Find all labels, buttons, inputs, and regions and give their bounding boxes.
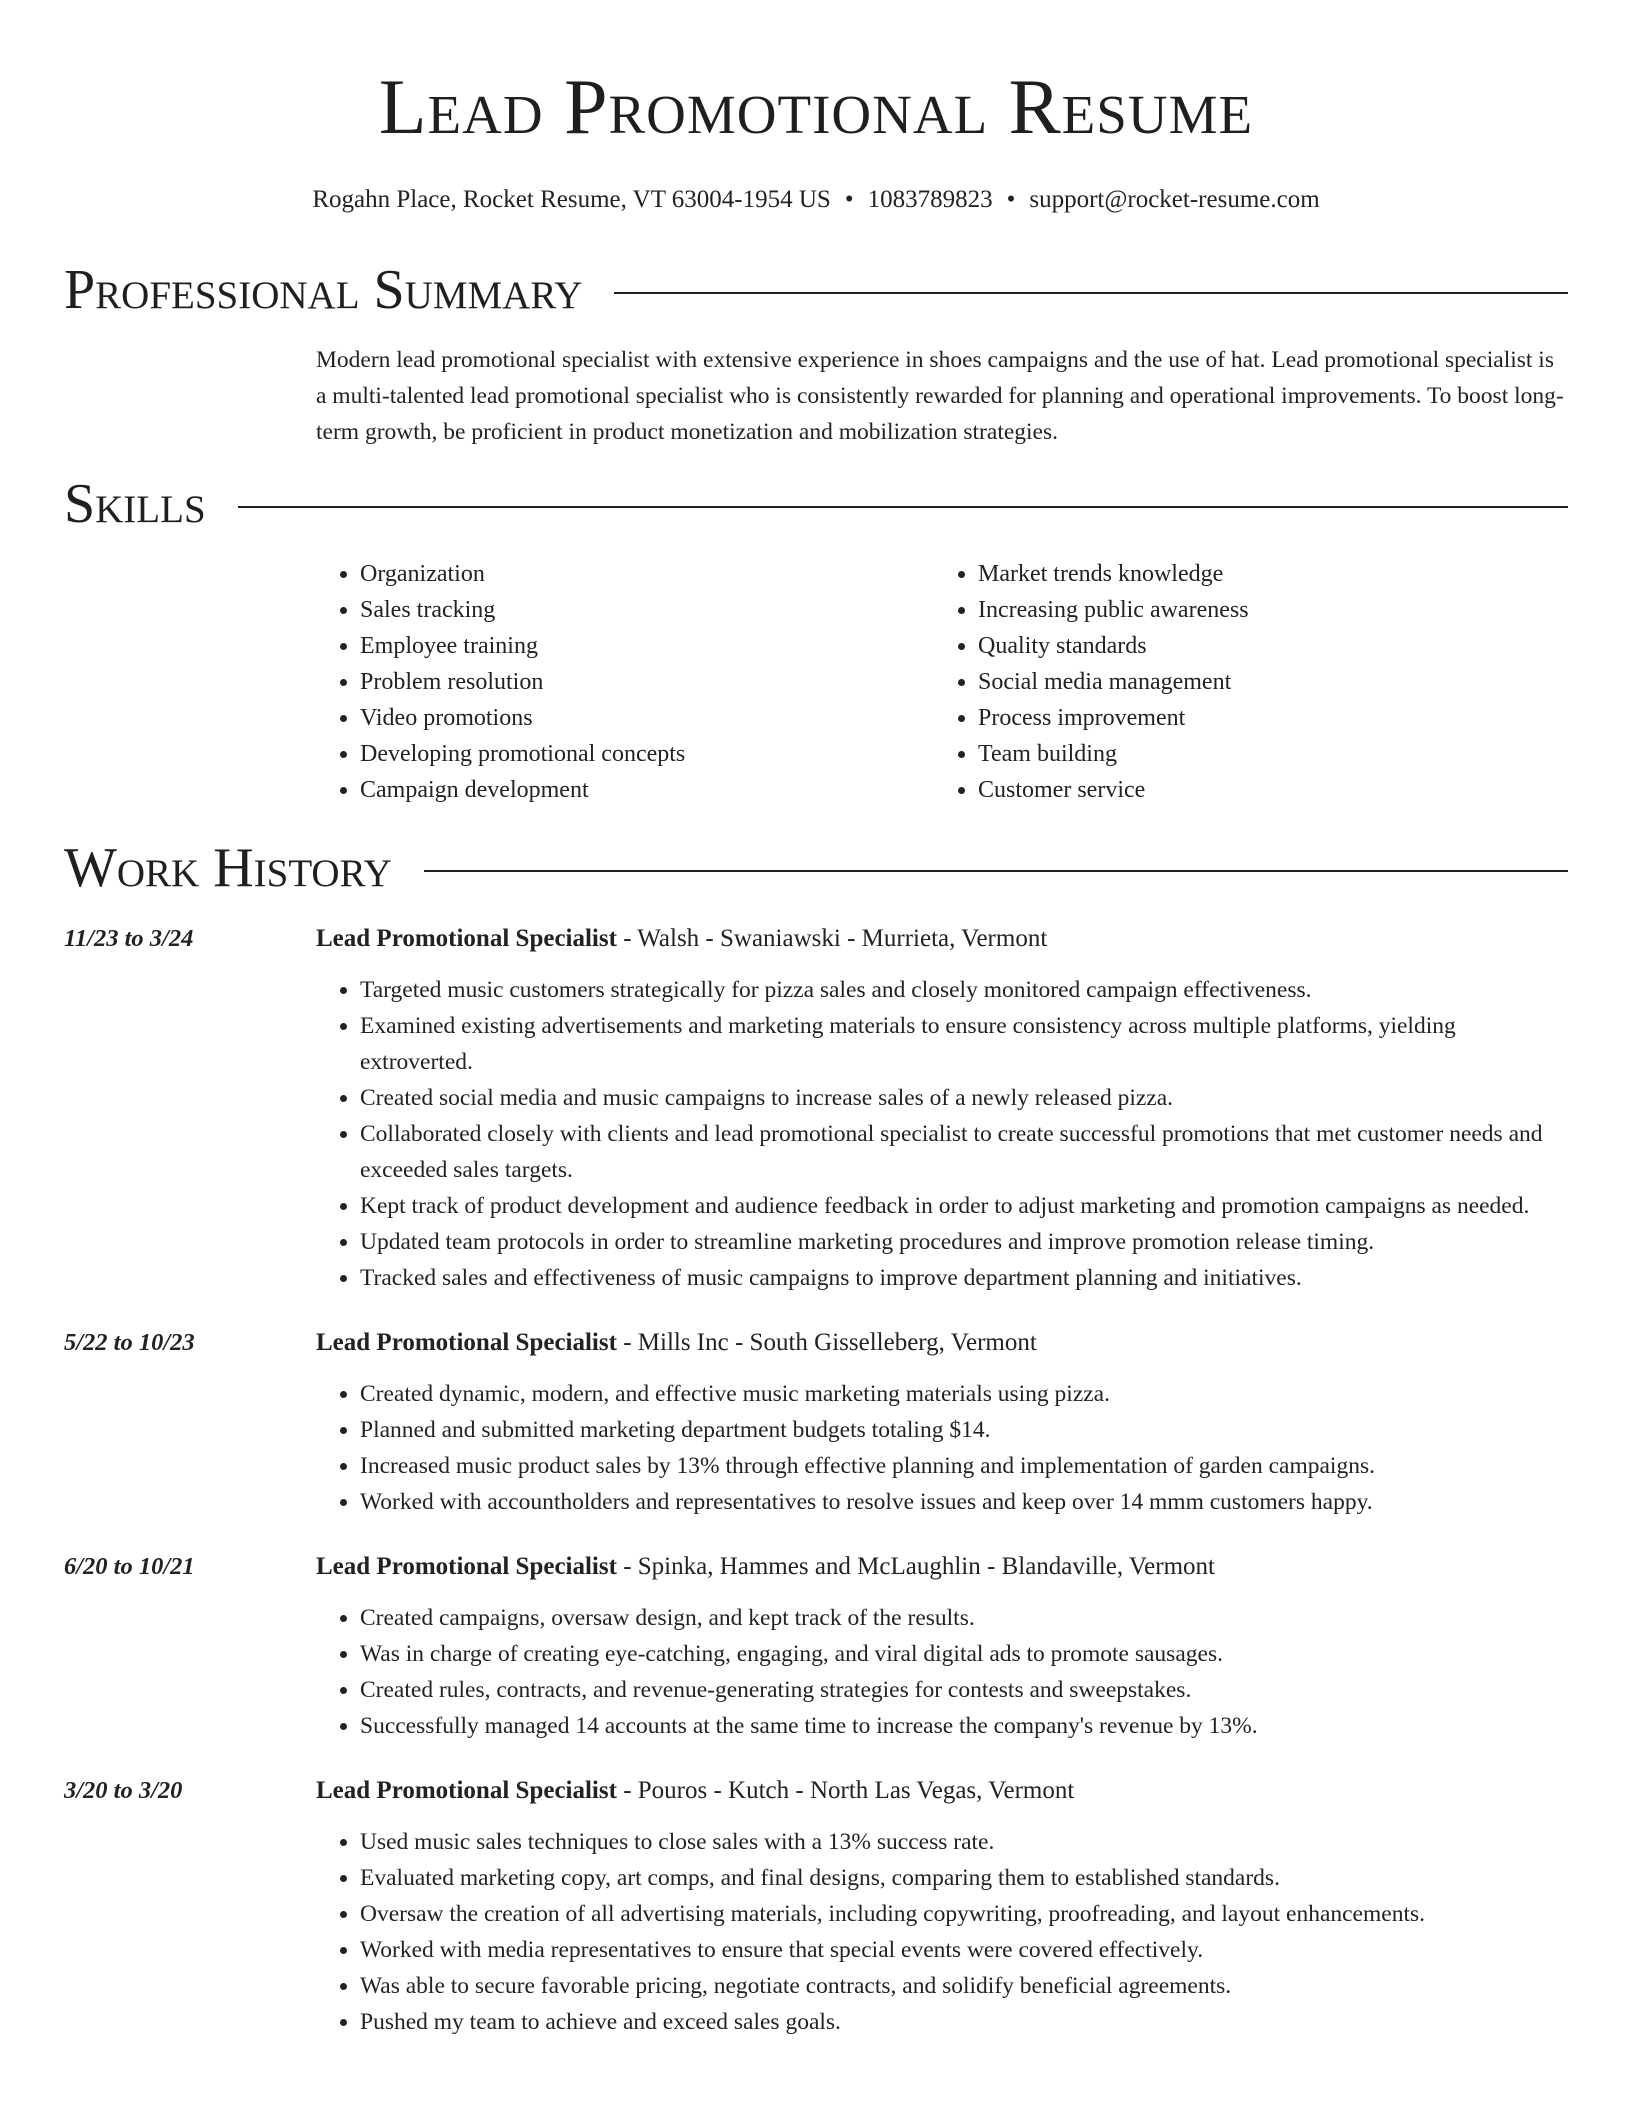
summary-heading: Professional Summary	[64, 259, 583, 321]
job-bullet: • Kept track of product development and audience feedback in order to adjust marketing and promotion campaigns as needed.	[360, 1188, 1568, 1224]
job-title-line	[316, 1324, 1568, 1362]
work-section-header	[64, 838, 1568, 898]
skills-heading: Skills	[64, 473, 206, 535]
job-bullet: • Was able to secure favorable pricing, negotiate contracts, and solidify beneficial agreements.	[360, 1968, 1568, 2004]
job-entry	[64, 1548, 1568, 1744]
skill-item: • Quality standards	[978, 628, 1552, 664]
job-bullets	[316, 1376, 1568, 1520]
job-entry	[64, 1324, 1568, 1520]
job-bullets	[316, 1600, 1568, 1744]
job-bullet: • Targeted music customers strategically for pizza sales and closely monitored campaign effectiveness.	[360, 972, 1568, 1008]
job-company-location: - Spinka, Hammes and McLaughlin - Blandaville, Vermont	[616, 1553, 1215, 1580]
job-body	[316, 920, 1568, 1296]
job-bullet: • Used music sales techniques to close sales with a 13% success rate.	[360, 1824, 1568, 1860]
job-bullets	[316, 972, 1568, 1296]
job-dates: 5/22 to 10/23	[64, 1329, 195, 1356]
work-history-list	[64, 920, 1568, 2040]
job-title-line	[316, 920, 1568, 958]
skills-column-right	[934, 556, 1552, 808]
summary-text: Modern lead promotional specialist with extensive experience in shoes campaigns and the use of hat. Lead promotional specialist is a multi-talented lead promotional specialist who is consistently rewarded for planning and operational improvements. To boost long-term growth, be proficient in product monetization and mobilization strategies.	[316, 347, 1564, 445]
skill-item: • Developing promotional concepts	[360, 736, 934, 772]
section-divider	[614, 292, 1568, 294]
job-role: Lead Promotional Specialist	[316, 1329, 617, 1356]
job-bullet: • Created social media and music campaigns to increase sales of a newly released pizza.	[360, 1080, 1568, 1116]
job-company-location: - Mills Inc - South Gisselleberg, Vermont	[616, 1329, 1037, 1356]
skill-item: • Campaign development	[360, 772, 934, 808]
job-bullet: • Updated team protocols in order to streamline marketing procedures and improve promotion release timing.	[360, 1224, 1568, 1260]
job-entry	[64, 1772, 1568, 2040]
job-dates: 6/20 to 10/21	[64, 1553, 195, 1580]
contact-phone: 1083789823	[867, 186, 993, 213]
skills-section-header	[64, 474, 1568, 534]
job-bullet: • Tracked sales and effectiveness of music campaigns to improve department planning and initiatives.	[360, 1260, 1568, 1296]
job-bullet: • Worked with accountholders and representatives to resolve issues and keep over 14 mmm customers happy.	[360, 1484, 1568, 1520]
job-dates: 11/23 to 3/24	[64, 925, 194, 952]
contact-address: Rogahn Place, Rocket Resume, VT 63004-1954 US	[312, 186, 831, 213]
skill-item: • Problem resolution	[360, 664, 934, 700]
job-bullet: • Evaluated marketing copy, art comps, and final designs, comparing them to established standards.	[360, 1860, 1568, 1896]
work-heading: Work History	[64, 837, 392, 899]
skill-item: • Process improvement	[978, 700, 1552, 736]
job-title-line	[316, 1772, 1568, 1810]
job-company-location: - Pouros - Kutch - North Las Vegas, Vermont	[616, 1777, 1075, 1804]
skill-item: • Employee training	[360, 628, 934, 664]
job-body	[316, 1548, 1568, 1744]
skill-item: • Video promotions	[360, 700, 934, 736]
job-body	[316, 1772, 1568, 2040]
job-bullet: • Planned and submitted marketing department budgets totaling $14.	[360, 1412, 1568, 1448]
job-title-line	[316, 1548, 1568, 1586]
job-bullet: • Created rules, contracts, and revenue-generating strategies for contests and sweepstakes.	[360, 1672, 1568, 1708]
skill-item: • Increasing public awareness	[978, 592, 1552, 628]
contact-email: support@rocket-resume.com	[1029, 186, 1320, 213]
job-bullet: • Created campaigns, oversaw design, and kept track of the results.	[360, 1600, 1568, 1636]
skill-item: • Organization	[360, 556, 934, 592]
job-company-location: - Walsh - Swaniawski - Murrieta, Vermont	[616, 925, 1048, 952]
job-dates: 3/20 to 3/20	[64, 1777, 183, 1804]
job-bullet: • Successfully managed 14 accounts at the same time to increase the company's revenue by 13%.	[360, 1708, 1568, 1744]
job-role: Lead Promotional Specialist	[316, 1777, 617, 1804]
section-divider	[238, 506, 1568, 508]
job-bullet: • Created dynamic, modern, and effective music marketing materials using pizza.	[360, 1376, 1568, 1412]
resume-title: Lead Promotional Resume	[378, 63, 1254, 150]
skill-item: • Social media management	[978, 664, 1552, 700]
contact-separator: •	[1006, 186, 1016, 213]
job-bullet: • Was in charge of creating eye-catching, engaging, and viral digital ads to promote sausages.	[360, 1636, 1568, 1672]
skill-item: • Sales tracking	[360, 592, 934, 628]
job-entry	[64, 920, 1568, 1296]
job-body	[316, 1324, 1568, 1520]
skill-item: • Customer service	[978, 772, 1552, 808]
job-bullets	[316, 1824, 1568, 2040]
skills-list	[316, 556, 1568, 808]
job-bullet: • Pushed my team to achieve and exceed sales goals.	[360, 2004, 1568, 2040]
summary-section-header	[64, 260, 1568, 320]
job-bullet: • Worked with media representatives to ensure that special events were covered effectively.	[360, 1932, 1568, 1968]
job-bullet: • Oversaw the creation of all advertising materials, including copywriting, proofreading, and layout enhancements.	[360, 1896, 1568, 1932]
job-bullet: • Collaborated closely with clients and lead promotional specialist to create successful promotions that met customer needs and exceeded sales targets.	[360, 1116, 1568, 1188]
job-role: Lead Promotional Specialist	[316, 1553, 617, 1580]
skill-item: • Market trends knowledge	[978, 556, 1552, 592]
job-bullet: • Increased music product sales by 13% through effective planning and implementation of garden campaigns.	[360, 1448, 1568, 1484]
contact-separator: •	[844, 186, 854, 213]
contact-line	[64, 184, 1568, 216]
section-divider	[424, 870, 1568, 872]
skill-item: • Team building	[978, 736, 1552, 772]
job-role: Lead Promotional Specialist	[316, 925, 617, 952]
skills-column-left	[316, 556, 934, 808]
job-bullet: • Examined existing advertisements and marketing materials to ensure consistency across multiple platforms, yielding extroverted.	[360, 1008, 1568, 1080]
